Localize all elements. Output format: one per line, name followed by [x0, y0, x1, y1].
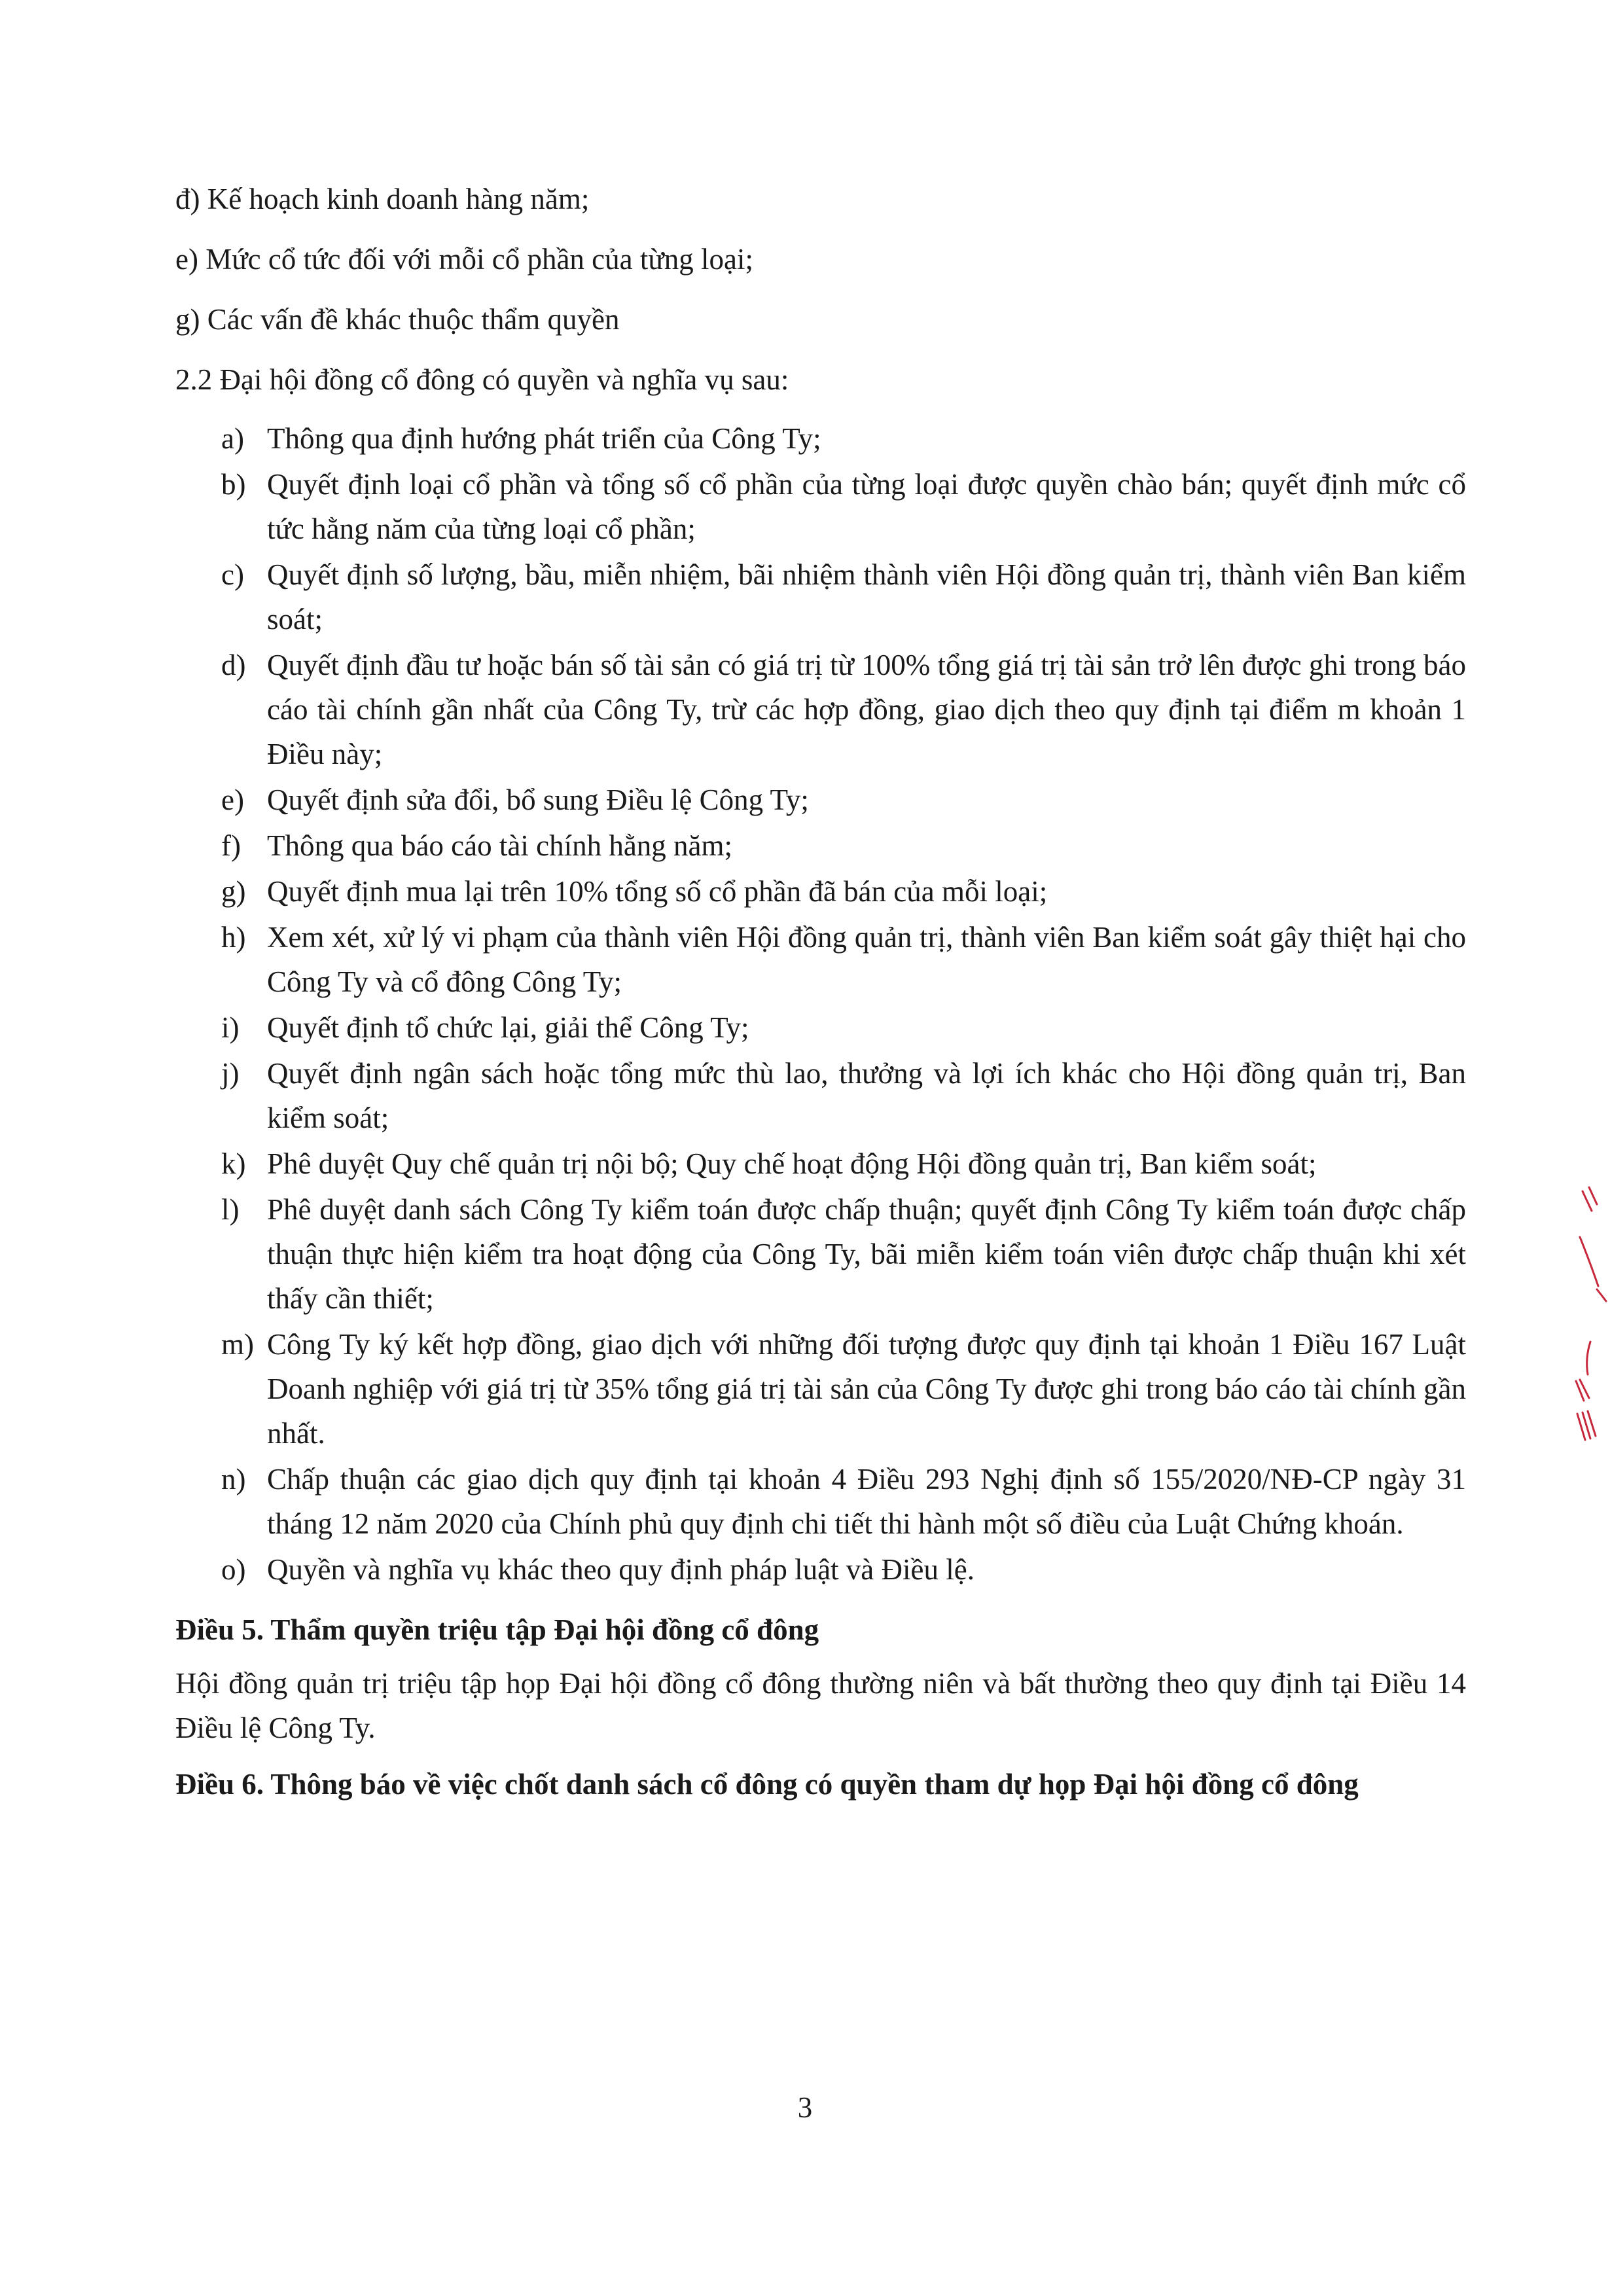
list-item-text: Phê duyệt Quy chế quản trị nội bộ; Quy chế hoạt động Hội đồng quản trị, Ban kiểm soát;: [267, 1147, 1317, 1180]
list-item-text: Quyền và nghĩa vụ khác theo quy định pháp luật và Điều lệ.: [267, 1553, 975, 1586]
list-item-text: Quyết định mua lại trên 10% tổng số cổ phần đã bán của mỗi loại;: [267, 875, 1048, 908]
stamp-edge-mark: [1551, 1165, 1610, 1460]
list-item-label: i): [221, 1011, 240, 1044]
list-item-label: e): [221, 783, 244, 816]
list-item-text: Xem xét, xử lý vi phạm của thành viên Hội đồng quản trị, thành viên Ban kiểm soát gây thiệt hại cho Công Ty và cổ đông Công Ty;: [267, 921, 1466, 998]
list-item-text: Thông qua định hướng phát triển của Công Ty;: [267, 422, 821, 455]
list-item-text: Quyết định sửa đổi, bổ sung Điều lệ Công Ty;: [267, 783, 809, 816]
list-item-label: h): [221, 921, 246, 954]
list-item: [175, 778, 1466, 822]
list-item-label: b): [221, 468, 246, 501]
section-2-2-list: [175, 416, 1466, 1592]
intro-line: e) Mức cổ tức đối với mỗi cổ phần của từng loại;: [175, 243, 753, 276]
list-item: [175, 1005, 1466, 1050]
list-item: [175, 416, 1466, 461]
list-item-label: n): [221, 1463, 246, 1496]
list-item: [175, 462, 1466, 551]
list-item-label: l): [221, 1193, 240, 1226]
list-item-text: Quyết định tổ chức lại, giải thể Công Ty;: [267, 1011, 749, 1044]
page-content: [175, 177, 1466, 1806]
section-2-2-title: 2.2 Đại hội đồng cổ đông có quyền và nghĩa vụ sau:: [175, 363, 789, 396]
list-item-label: j): [221, 1057, 240, 1090]
list-item: [175, 1457, 1466, 1546]
list-item: [175, 1141, 1466, 1186]
list-item-text: Quyết định số lượng, bầu, miễn nhiệm, bãi nhiệm thành viên Hội đồng quản trị, thành viên Ban kiểm soát;: [267, 558, 1466, 636]
page-number: 3: [797, 2091, 813, 2124]
list-item-label: f): [221, 829, 241, 862]
list-item-text: Chấp thuận các giao dịch quy định tại khoản 4 Điều 293 Nghị định số 155/2020/NĐ-CP ngày 31 tháng 12 năm 2020 của Chính phủ quy định chi tiết thi hành một số điều của Luật Chứng khoán.: [267, 1463, 1466, 1540]
article-5-title: Điều 5. Thẩm quyền triệu tập Đại hội đồng cổ đông: [175, 1613, 819, 1646]
list-item: [175, 643, 1466, 776]
list-item-label: g): [221, 875, 246, 908]
list-item: [175, 823, 1466, 868]
article-6-title: Điều 6. Thông báo về việc chốt danh sách cổ đông có quyền tham dự họp Đại hội đồng cổ đông: [175, 1768, 1359, 1801]
list-item: [175, 1187, 1466, 1321]
list-item: [175, 1547, 1466, 1592]
intro-line: g) Các vấn đề khác thuộc thẩm quyền: [175, 303, 620, 336]
list-item-label: o): [221, 1553, 246, 1586]
list-item: [175, 1051, 1466, 1140]
list-item-text: Quyết định loại cổ phần và tổng số cổ phần của từng loại được quyền chào bán; quyết định mức cổ tức hằng năm của từng loại cổ phần;: [267, 468, 1466, 545]
list-item-text: Quyết định ngân sách hoặc tổng mức thù lao, thưởng và lợi ích khác cho Hội đồng quản trị, Ban kiểm soát;: [267, 1057, 1466, 1134]
list-item-text: Quyết định đầu tư hoặc bán số tài sản có giá trị từ 100% tổng giá trị tài sản trở lên được ghi trong báo cáo tài chính gần nhất của Công Ty, trừ các hợp đồng, giao dịch theo quy định tại điểm m khoản 1 Điều này;: [267, 649, 1466, 770]
list-item-text: Thông qua báo cáo tài chính hằng năm;: [267, 829, 733, 862]
list-item-text: Phê duyệt danh sách Công Ty kiểm toán được chấp thuận; quyết định Công Ty kiểm toán được chấp thuận thực hiện kiểm tra hoạt động của Công Ty, bãi miễn kiểm toán viên được chấp thuận khi xét thấy cần thiết;: [267, 1193, 1466, 1315]
list-item: [175, 1322, 1466, 1456]
article-5-body: Hội đồng quản trị triệu tập họp Đại hội đồng cổ đông thường niên và bất thường theo quy định tại Điều 14 Điều lệ Công Ty.: [175, 1667, 1466, 1744]
list-item-label: d): [221, 649, 246, 681]
list-item-label: c): [221, 558, 244, 591]
intro-line: đ) Kế hoạch kinh doanh hàng năm;: [175, 183, 590, 215]
list-item: [175, 915, 1466, 1004]
list-item-text: Công Ty ký kết hợp đồng, giao dịch với những đối tượng được quy định tại khoản 1 Điều 167 Luật Doanh nghiệp với giá trị từ 35% tổng giá trị tài sản của Công Ty được ghi trong báo cáo tài chính gần nhất.: [267, 1328, 1466, 1450]
list-item-label: a): [221, 422, 244, 455]
list-item-label: k): [221, 1147, 246, 1180]
list-item-label: m): [221, 1328, 254, 1361]
list-item: [175, 552, 1466, 641]
list-item: [175, 869, 1466, 914]
